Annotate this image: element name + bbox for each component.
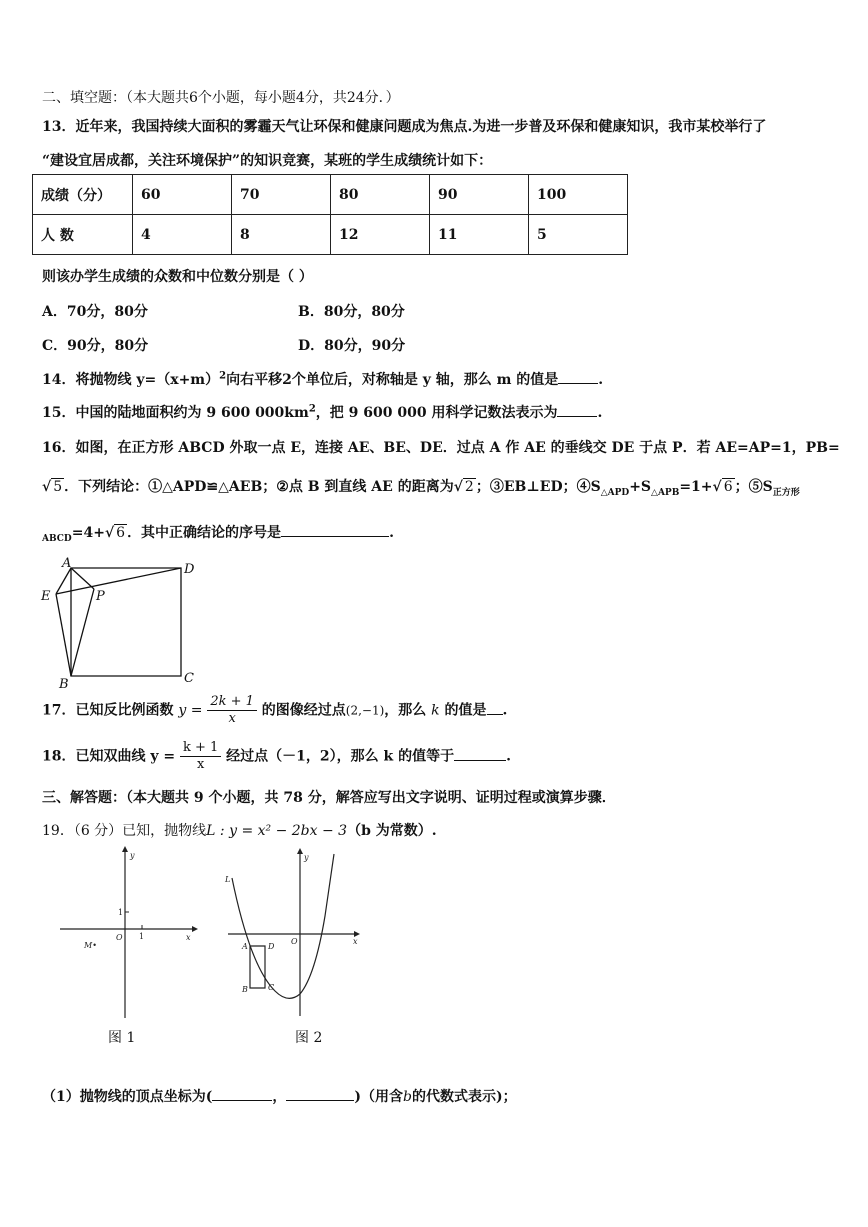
q13-option-a: A．70分，80分 [42,304,148,320]
table-cell: 70 [232,175,331,215]
q14-end: . [598,372,604,388]
q16-text: =1+ [679,479,713,495]
q15-post: ，把 9 600 000 用科学记数法表示为 [315,405,558,421]
sqrt-6: √ 6 [712,479,733,495]
q19-post: （b 为常数）. [347,823,437,839]
q17-pre: 17．已知反比例函数 [42,702,174,719]
sqrt-2: √ 2 [453,479,474,495]
q14-exponent: 2 [219,370,227,382]
q17-answer-blank[interactable] [487,700,503,715]
table-cell: 80 [331,175,430,215]
radicand: 5 [53,479,63,495]
sqrt-6: √ 6 [104,525,126,541]
fraction [207,694,257,727]
fraction [180,740,221,773]
radicand: 2 [464,479,474,495]
fig1-origin: O [116,933,123,942]
q16-text: ．下列结论：①△APD≌△AEB；②点 B 到直线 AE 的距离为 [64,479,454,495]
q19-sub1-pre: （1）抛物线的顶点坐标为( [42,1089,213,1105]
fig1-y-label: y [130,851,135,860]
y-arrow-icon [297,848,303,854]
segment-be [56,594,71,676]
q19-pre: 19．（6 分）已知，抛物线 [42,823,207,839]
q19-sub1-post: )（用含 [354,1089,403,1105]
radicand: 6 [723,479,733,495]
q18-post: 经过点（－1，2），那么 k 的值等于 [226,748,455,765]
q14-pre: 14．将抛物线 y=（x+m） [42,372,220,388]
fig2-y-label: y [304,853,309,862]
segment-pb [71,589,94,676]
denominator: x [196,757,205,772]
square-figure [36,556,206,692]
q17 [42,694,507,727]
fig2-label-c: C [268,983,275,992]
figure-1 [52,846,212,1026]
q19-sub1-mid: ， [272,1089,287,1105]
segment-ae [56,568,71,594]
q13-line2: “建设宜居成都，关注环境保护”的知识竞赛，某班的学生成绩统计如下： [42,153,493,169]
q15-end: . [597,405,603,421]
q15-pre: 15．中国的陆地面积约为 9 600 000km [42,405,309,421]
q17-k: k [431,702,440,719]
label-e: E [41,589,51,604]
q19-formula: L : y = x² − 2bx − 3 [206,823,348,839]
q16-line1: 16．如图，在正方形 ABCD 外取一点 E，连接 AE、BE、DE．过点 A 作 AE 的垂线交 DE 于点 P．若 AE=AP=1，PB= [42,440,840,456]
q16-text: ；③EB⊥ED；④S [475,479,601,495]
square-abcd [71,568,181,676]
q19 [42,820,437,840]
vertex-y-blank[interactable] [286,1086,354,1101]
q16-line3 [42,522,394,544]
table-cell: 成绩（分） [33,175,133,215]
q14 [42,369,603,389]
fig2-caption: 图 2 [295,1030,323,1046]
table-cell: 4 [133,215,232,255]
label-c: C [184,671,194,686]
q16-text: ．其中正确结论的序号是 [127,525,282,541]
y-arrow-icon [122,846,128,852]
q17-end: . [502,702,508,719]
section2-heading: 二、填空题：（本大题共6个小题，每小题4分，共24分．） [42,90,400,106]
table-cell: 12 [331,215,430,255]
sqrt-5: √ 5 [42,479,63,495]
q13-option-b: B．80分，80分 [298,304,405,320]
subscript: ABCD [42,533,72,544]
label-p: P [96,589,105,604]
parabola-l [232,854,334,998]
fig1-caption: 图 1 [108,1030,136,1046]
q16-line2 [42,476,800,498]
q13-question: 则该办学生成绩的众数和中位数分别是（ ） [42,269,313,285]
q17-mid: 的图像经过点 [261,702,346,719]
label-d: D [184,562,195,577]
vertex-x-blank[interactable] [212,1086,272,1101]
q15-exponent: 2 [308,403,316,415]
table-cell: 8 [232,215,331,255]
q13-option-d: D．80分，90分 [298,338,406,354]
table-cell: 100 [529,175,628,215]
subscript: △APD [600,487,630,498]
fig1-x-label: x [186,933,191,942]
q15 [42,402,602,422]
q18-end: . [506,748,511,765]
q18 [42,740,511,773]
numerator: 2k + 1 [207,694,257,711]
subscript: 正方形 [772,487,800,498]
q16-answer-blank[interactable] [281,522,389,537]
x-arrow-icon [192,926,198,932]
q13-option-c: C．90分，80分 [42,338,149,354]
q16-text: . [389,525,394,541]
q17-post: ，那么 [384,702,427,719]
q14-post: 向右平移2个单位后，对称轴是 y 轴，那么 m 的值是 [226,372,559,388]
fig1-one-x: 1 [139,932,145,941]
fig2-label-l: L [225,875,231,884]
q19-sub1-end: 的代数式表示)； [411,1089,517,1105]
fig2-label-d: D [268,942,275,951]
label-b: B [59,677,69,692]
q18-pre: 18．已知双曲线 y = [42,748,176,765]
q16-text: +S [629,479,652,495]
q17-post2: 的值是 [444,702,487,719]
table-cell: 90 [430,175,529,215]
fig1-point-m: M• [84,941,97,950]
section3-heading: 三、解答题：（本大题共 9 个小题，共 78 分，解答应写出文字说明、证明过程或演算步骤． [42,790,616,806]
q16-text: =4+ [71,525,105,541]
fig1-one-y: 1 [118,908,124,917]
table-row [33,215,628,255]
q18-answer-blank[interactable] [454,746,506,761]
fig2-origin: O [291,937,298,946]
q15-answer-blank[interactable] [557,402,597,417]
q14-answer-blank[interactable] [558,369,598,384]
segment-ap [71,568,94,589]
q13-line1: 13．近年来，我国持续大面积的雾霾天气让环保和健康问题成为焦点.为进一步普及环保和健康知识，我市某校举行了 [42,119,767,135]
radicand: 6 [116,525,126,541]
score-table [32,174,628,255]
q17-point: (2,−1) [345,703,385,718]
q19-sub1 [42,1086,517,1106]
subscript: △APB [651,487,680,498]
q17-y: y = [178,702,203,719]
denominator: x [228,711,236,726]
q16-text: ；⑤S [734,479,773,495]
fig2-x-label: x [353,937,358,946]
table-row [33,175,628,215]
fig2-label-a: A [242,942,248,951]
label-a: A [62,556,72,571]
figure-2 [220,846,370,1021]
table-cell: 5 [529,215,628,255]
table-cell: 60 [133,175,232,215]
q19-sub1-b: b [403,1089,412,1105]
table-cell: 人 数 [33,215,133,255]
fig2-label-b: B [242,985,248,994]
numerator: k + 1 [180,740,221,757]
table-cell: 11 [430,215,529,255]
